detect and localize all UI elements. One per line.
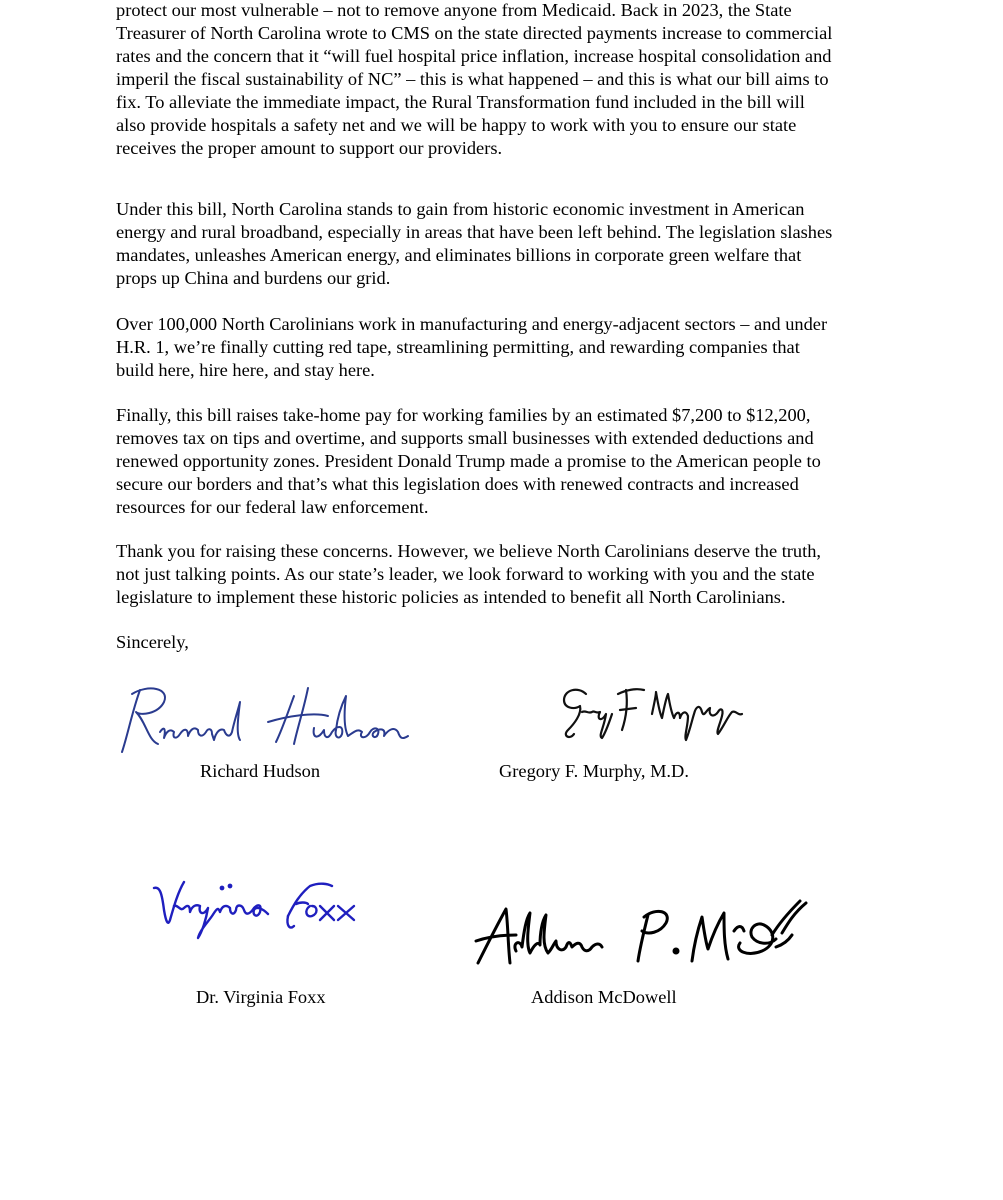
paragraph-medicaid	[116, 0, 906, 160]
signature-murphy	[556, 684, 756, 744]
text-line: fix. To alleviate the immediate impact, the Rural Transformation fund included in the bill will	[116, 92, 805, 112]
text-line: resources for our federal law enforcement.	[116, 497, 429, 517]
handwritten-signature-image	[472, 895, 812, 975]
text-line: mandates, unleashes American energy, and eliminates billions in corporate green welfare that	[116, 245, 802, 265]
closing-text: Sincerely,	[116, 632, 189, 652]
text-line: Treasurer of North Carolina wrote to CMS on the state directed payments increase to commercial	[116, 23, 833, 43]
text-line: renewed opportunity zones. President Donald Trump made a promise to the American people to	[116, 451, 821, 471]
handwritten-signature-image	[118, 682, 418, 758]
paragraph-take-home-pay	[116, 404, 906, 519]
paragraph-manufacturing	[116, 313, 906, 382]
signatory-name-hudson: Richard Hudson	[200, 761, 321, 781]
paragraph-thank-you	[116, 540, 906, 609]
text-line: props up China and burdens our grid.	[116, 268, 391, 288]
signature-hudson	[118, 682, 418, 758]
text-line: secure our borders and that’s what this legislation does with renewed contracts and increased	[116, 474, 799, 494]
signature-mcdowell	[472, 895, 812, 975]
signatory-name-foxx: Dr. Virginia Foxx	[196, 987, 326, 1007]
text-line: removes tax on tips and overtime, and supports small businesses with extended deductions and	[116, 428, 814, 448]
text-line: Under this bill, North Carolina stands to gain from historic economic investment in American	[116, 199, 805, 219]
handwritten-signature-image	[150, 876, 370, 946]
text-line: imperil the fiscal sustainability of NC” – this is what happened – and this is what our bill aims to	[116, 69, 829, 89]
text-line: protect our most vulnerable – not to remove anyone from Medicaid. Back in 2023, the State	[116, 0, 792, 20]
text-line: rates and the concern that it “will fuel hospital price inflation, increase hospital consolidation and	[116, 46, 832, 66]
paragraph-energy	[116, 198, 906, 290]
text-line: Thank you for raising these concerns. However, we believe North Carolinians deserve the truth,	[116, 541, 822, 561]
signatory-name-murphy: Gregory F. Murphy, M.D.	[499, 761, 689, 781]
signatory-name-mcdowell: Addison McDowell	[531, 987, 677, 1007]
text-line: Over 100,000 North Carolinians work in manufacturing and energy-adjacent sectors – and under	[116, 314, 828, 334]
text-line: not just talking points. As our state’s leader, we look forward to working with you and the state	[116, 564, 815, 584]
text-line: H.R. 1, we’re finally cutting red tape, streamlining permitting, and rewarding companies that	[116, 337, 800, 357]
text-line: also provide hospitals a safety net and we will be happy to work with you to ensure our state	[116, 115, 797, 135]
text-line: Finally, this bill raises take-home pay for working families by an estimated $7,200 to $12,200,	[116, 405, 811, 425]
text-line: receives the proper amount to support our providers.	[116, 138, 503, 158]
closing-salutation	[116, 631, 906, 654]
text-line: legislature to implement these historic policies as intended to benefit all North Carolinians.	[116, 587, 786, 607]
text-line: build here, hire here, and stay here.	[116, 360, 375, 380]
text-line: energy and rural broadband, especially in areas that have been left behind. The legislation slashes	[116, 222, 833, 242]
handwritten-signature-image	[556, 684, 756, 744]
signature-foxx	[150, 876, 370, 946]
